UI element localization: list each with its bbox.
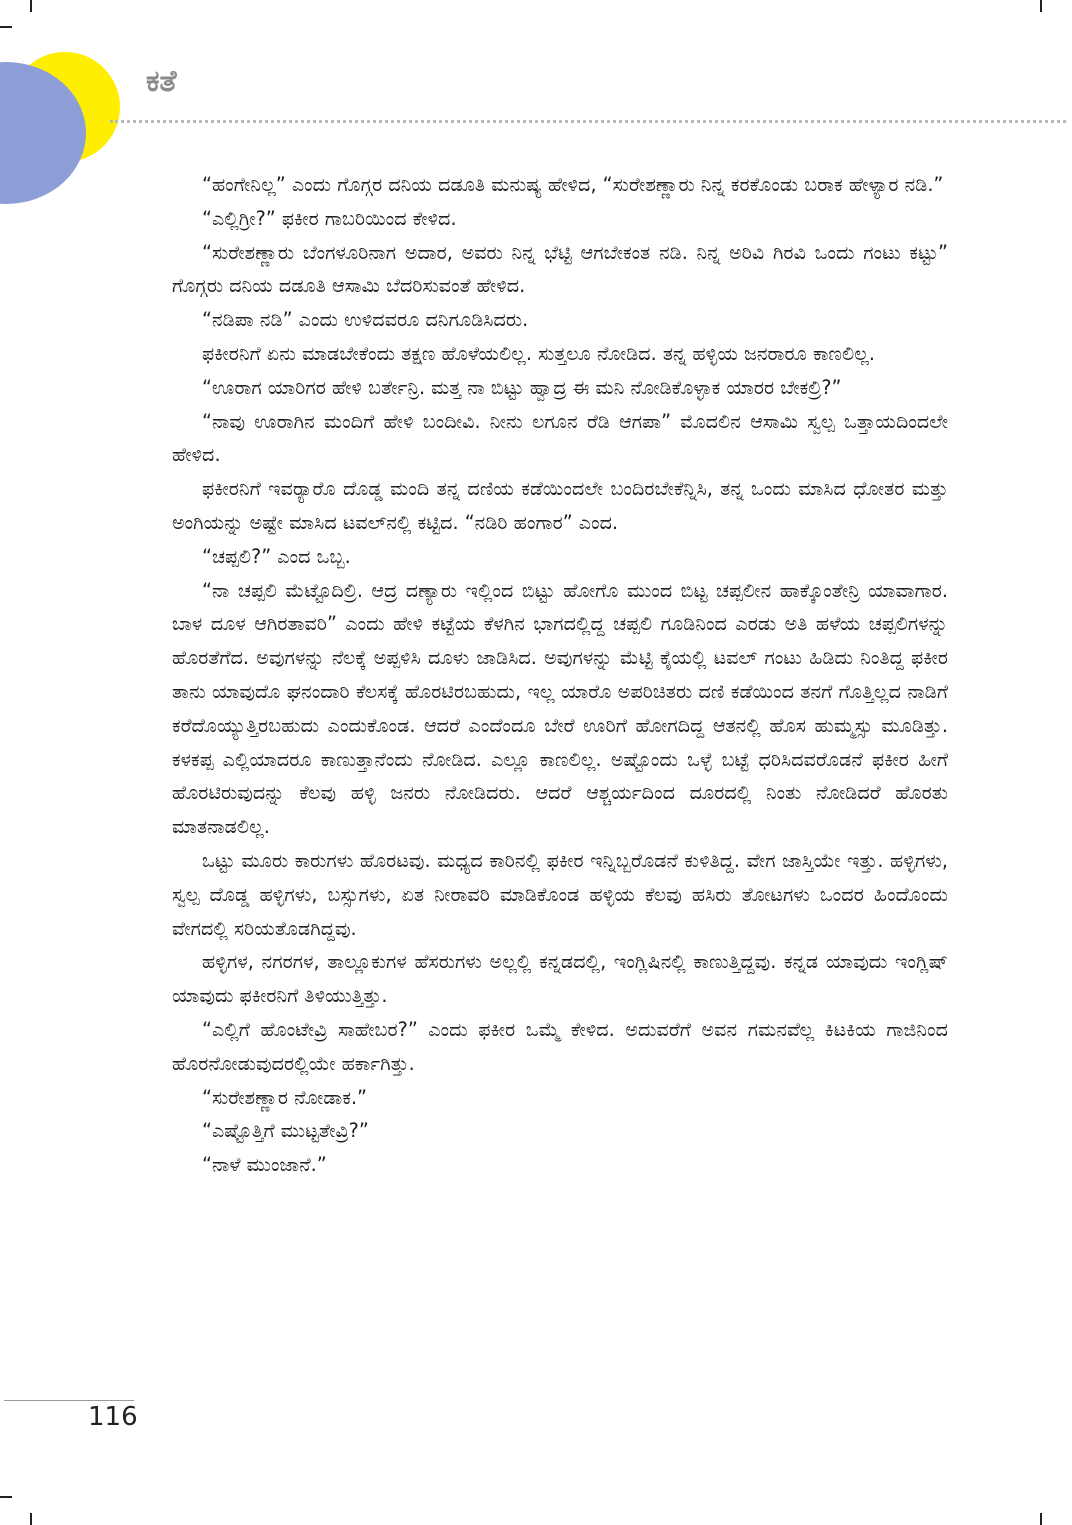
paragraph: “ನಾ ಚಪ್ಪಲಿ ಮೆಟ್ಟೊದಿಲ್ರಿ. ಆದ್ರ ದಣ್ಯಾರು ಇಲ್ಲಿಂದ ಬಿಟ್ಟು ಹೋಗೊ ಮುಂದ ಬಿಟ್ಟ ಚಪ್ಪಲೀನ ಹಾಕ್ಕೊಂತೇನ್ರಿ ಯಾವಾಗಾರ. ಬಾಳ ದೂಳ ಆಗಿರತಾವರಿ” ಎಂದು ಹೇಳಿ ಕಟ್ಟೆಯ ಕೆಳಗಿನ ಭಾಗದಲ್ಲಿದ್ದ ಚಪ್ಪಲಿ ಗೂಡಿನಿಂದ ಎರಡು ಅತಿ ಹಳೆಯ ಚಪ್ಪಲಿಗಳನ್ನು ಹೊರತೆಗೆದ. ಅವುಗಳನ್ನು ನೆಲಕ್ಕೆ ಅಪ್ಪಳಿಸಿ ದೂಳು ಜಾಡಿಸಿದ. ಅವುಗಳನ್ನು ಮೆಟ್ಟಿ ಕೈಯಲ್ಲಿ ಟವಲ್ ಗಂಟು ಹಿಡಿದು ನಿಂತಿದ್ದ ಫಕೀರ ತಾನು ಯಾವುದೊ ಘನಂದಾರಿ ಕೆಲಸಕ್ಕೆ ಹೊರಟಿರಬಹುದು, ಇಲ್ಲ ಯಾರೊ ಅಪರಿಚಿತರು ದಣಿ ಕಡೆಯಿಂದ ತನಗೆ ಗೊತ್ತಿಲ್ಲದ ನಾಡಿಗೆ ಕರೆದೊಯ್ಯುತ್ತಿರಬಹುದು ಎಂದುಕೊಂಡ. ಆದರೆ ಎಂದೆಂದೂ ಬೇರೆ ಊರಿಗೆ ಹೋಗದಿದ್ದ ಆತನಲ್ಲಿ ಹೊಸ ಹುಮ್ಮಸ್ಸು ಮೂಡಿತ್ತು. ಕಳಕಪ್ಪ ಎಲ್ಲಿಯಾದರೂ ಕಾಣುತ್ತಾನೆಂದು ನೋಡಿದ. ಎಲ್ಲೂ ಕಾಣಲಿಲ್ಲ. ಅಷ್ಟೊಂದು ಒಳ್ಳೆ ಬಟ್ಟೆ ಧರಿಸಿದವರೊಡನೆ ಫಕೀರ ಹೀಗೆ ಹೊರಟಿರುವುದನ್ನು ಕೆಲವು ಹಳ್ಳಿ ಜನರು ನೋಡಿದರು. ಆದರೆ ಆಶ್ಚರ್ಯದಿಂದ ದೂರದಲ್ಲಿ ನಿಂತು ನೋಡಿದರೆ ಹೊರತು ಮಾತನಾಡಲಿಲ್ಲ. — [172, 578, 948, 839]
paragraph: “ನಾಳೆ ಮುಂಜಾನೆ.” — [202, 1153, 327, 1177]
paragraph: “ನಡಿಪಾ ನಡಿ” ಎಂದು ಉಳಿದವರೂ ದನಿಗೂಡಿಸಿದರು. — [202, 308, 529, 332]
paragraph: “ಸುರೇಶಣ್ಣಾರು ಬೆಂಗಳೂರಿನಾಗ ಅದಾರ, ಅವರು ನಿನ್ನ ಭೆಟ್ಟಿ ಆಗಬೇಕಂತ ನಡಿ. ನಿನ್ನ ಅರಿವಿ ಗಿರವಿ ಒಂದು ಗಂಟು ಕಟ್ಟು” ಗೊಗ್ಗರು ದನಿಯ ದಡೂತಿ ಆಸಾಮಿ ಬೆದರಿಸುವಂತೆ ಹೇಳಿದ. — [172, 240, 948, 298]
paragraph: “ಸುರೇಶಣ್ಣಾರ ನೋಡಾಕ.” — [202, 1085, 367, 1109]
crop-mark — [1040, 1513, 1042, 1525]
crop-mark — [30, 1513, 32, 1525]
paragraph: “ಚಪ್ಪಲಿ?” ಎಂದ ಒಬ್ಬ. — [202, 544, 351, 568]
crop-mark — [0, 26, 12, 28]
crop-mark — [30, 0, 32, 12]
paragraph: “ಹಂಗೇನಿಲ್ಲ” ಎಂದು ಗೊಗ್ಗರ ದನಿಯ ದಡೂತಿ ಮನುಷ್ಯ ಹೇಳಿದ, “ಸುರೇಶಣ್ಣಾರು ನಿನ್ನ ಕರಕೊಂಡು ಬರಾಕ ಹೇಳ್ಯಾರ ನಡಿ.” — [202, 173, 944, 196]
paragraph: ಹಳ್ಳಿಗಳ, ನಗರಗಳ, ತಾಲ್ಲೂಕುಗಳ ಹೆಸರುಗಳು ಅಲ್ಲಲ್ಲಿ ಕನ್ನಡದಲ್ಲಿ, ಇಂಗ್ಲಿಷಿನಲ್ಲಿ ಕಾಣುತ್ತಿದ್ದವು. ಕನ್ನಡ ಯಾವುದು ಇಂಗ್ಲಿಷ್ ಯಾವುದು ಫಕೀರನಿಗೆ ತಿಳಿಯುತ್ತಿತ್ತು. — [172, 950, 948, 1008]
story-body — [172, 168, 948, 1182]
paragraph: ಫಕೀರನಿಗೆ ಏನು ಮಾಡಬೇಕೆಂದು ತಕ್ಷಣ ಹೊಳೆಯಲಿಲ್ಲ. ಸುತ್ತಲೂ ನೋಡಿದ. ತನ್ನ ಹಳ್ಳಿಯ ಜನರಾರೂ ಕಾಣಲಿಲ್ಲ. — [202, 341, 876, 365]
paragraph: ಫಕೀರನಿಗೆ ಇವರ್‍ಯಾರೊ ದೊಡ್ಡ ಮಂದಿ ತನ್ನ ದಣಿಯ ಕಡೆಯಿಂದಲೇ ಬಂದಿರಬೇಕೆನ್ನಿಸಿ, ತನ್ನ ಒಂದು ಮಾಸಿದ ಧೋತರ ಮತ್ತು ಅಂಗಿಯನ್ನು ಅಷ್ಟೇ ಮಾಸಿದ ಟವಲ್‌ನಲ್ಲಿ ಕಟ್ಟಿದ. “ನಡಿರಿ ಹಂಗಾರ” ಎಂದ. — [172, 477, 948, 534]
paragraph: “ನಾವು ಊರಾಗಿನ ಮಂದಿಗೆ ಹೇಳಿ ಬಂದೀವಿ. ನೀನು ಲಗೂನ ರೆಡಿ ಆಗಪಾ” ಮೊದಲಿನ ಆಸಾಮಿ ಸ್ವಲ್ಪ ಒತ್ತಾಯದಿಂದಲೇ ಹೇಳಿದ. — [172, 409, 948, 467]
header-dotted-rule — [110, 120, 1066, 123]
paragraph: “ಎಷ್ಟೊತ್ತಿಗೆ ಮುಟ್ಟತೇವ್ರಿ?” — [202, 1119, 369, 1143]
paragraph: ಒಟ್ಟು ಮೂರು ಕಾರುಗಳು ಹೊರಟವು. ಮಧ್ಯದ ಕಾರಿನಲ್ಲಿ ಫಕೀರ ಇನ್ನಿಬ್ಬರೊಡನೆ ಕುಳಿತಿದ್ದ. ವೇಗ ಜಾಸ್ತಿಯೇ ಇತ್ತು. ಹಳ್ಳಿಗಳು, ಸ್ವಲ್ಪ ದೊಡ್ಡ ಹಳ್ಳಿಗಳು, ಬಸ್ಸುಗಳು, ಏತ ನೀರಾವರಿ ಮಾಡಿಕೊಂಡ ಹಳ್ಳಿಯ ಕೆಲವು ಹಸಿರು ತೋಟಗಳು ಒಂದರ ಹಿಂದೊಂದು ವೇಗದಲ್ಲಿ ಸರಿಯತೊಡಗಿದ್ದವು. — [172, 848, 948, 940]
paragraph: “ಎಲ್ಲಿಗೆ ಹೊಂಟೇವ್ರಿ ಸಾಹೇಬರ?” ಎಂದು ಫಕೀರ ಒಮ್ಮೆ ಕೇಳಿದ. ಅದುವರೆಗೆ ಅವನ ಗಮನವೆಲ್ಲ ಕಿಟಕಿಯ ಗಾಜಿನಿಂದ ಹೊರನೋಡುವುದರಲ್ಲಿಯೇ ಹರ್ಕಾಗಿತ್ತು. — [172, 1017, 948, 1075]
page-number: 116 — [88, 1402, 138, 1432]
paragraph: “ಊರಾಗ ಯಾರಿಗರ ಹೇಳಿ ಬರ್ತೇನ್ರಿ. ಮತ್ತ ನಾ ಬಿಟ್ಟು ಹ್ವಾದ್ರ ಈ ಮನಿ ನೋಡಿಕೊಳ್ಳಾಕ ಯಾರರ ಬೇಕಲ್ರಿ?” — [202, 375, 842, 399]
crop-mark — [1040, 0, 1042, 12]
paragraph: “ಎಲ್ಲಿಗ್ರೀ?” ಫಕೀರ ಗಾಬರಿಯಿಂದ ಕೇಳಿದ. — [202, 206, 457, 230]
footer-rule — [4, 1400, 134, 1401]
crop-mark — [0, 1496, 12, 1498]
section-title: ಕತೆ — [146, 64, 177, 99]
